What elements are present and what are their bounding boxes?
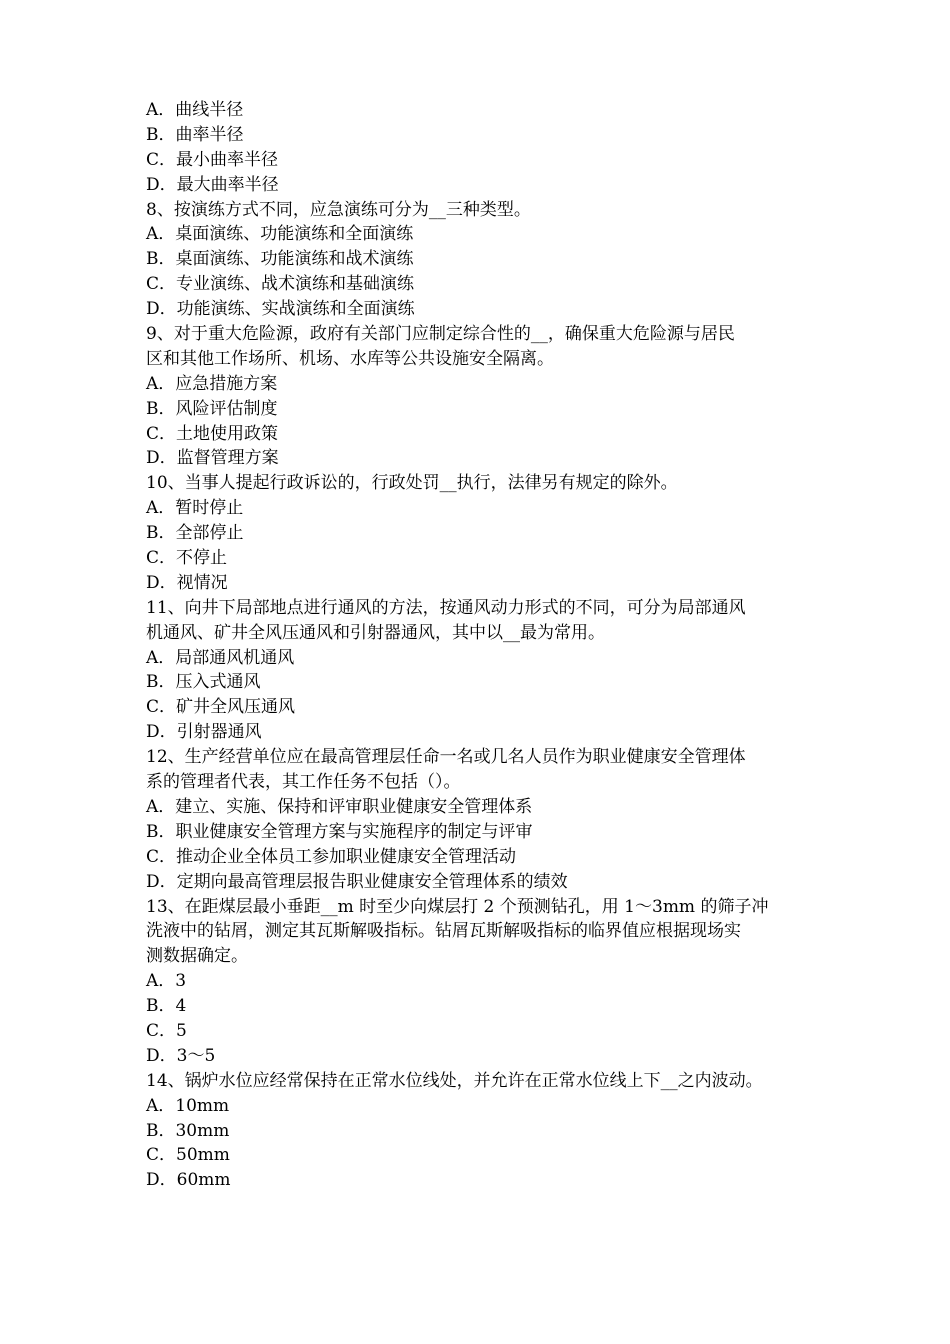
answer-option: A．桌面演练、功能演练和全面演练 [146,224,414,245]
answer-option: B．桌面演练、功能演练和战术演练 [146,249,414,270]
question-line: 10、当事人提起行政诉讼的，行政处罚__执行，法律另有规定的除外。 [146,473,678,494]
answer-option: D．监督管理方案 [146,448,279,469]
answer-option: D．视情况 [146,572,228,593]
answer-option: B．压入式通风 [146,672,261,693]
answer-option: C．50mm [146,1145,230,1166]
answer-option: B．30mm [146,1120,230,1141]
answer-option: B．4 [146,996,187,1017]
answer-option: C．土地使用政策 [146,423,279,444]
answer-option: B．职业健康安全管理方案与实施程序的制定与评审 [146,821,533,842]
answer-option: D．60mm [146,1170,231,1191]
answer-option: A．曲线半径 [146,100,244,120]
answer-option: D．最大曲率半径 [146,174,279,195]
question-line: 区和其他工作场所、机场、水库等公共设施安全隔离。 [146,348,554,369]
question-text [146,1069,816,1094]
question-text [146,745,816,795]
question-text [146,322,816,372]
question-line: 系的管理者代表，其工作任务不包括（）。 [146,772,461,793]
answer-option: D．定期向最高管理层报告职业健康安全管理体系的绩效 [146,871,568,892]
question-line: 14、锅炉水位应经常保持在正常水位线处，并允许在正常水位线上下__之内波动。 [146,1070,763,1091]
question-line: 12、生产经营单位应在最高管理层任命一名或几名人员作为职业健康安全管理体 [146,747,746,768]
question-text [146,198,816,223]
answer-option: C．矿井全风压通风 [146,697,296,718]
answer-option: D．引射器通风 [146,722,262,743]
answer-option: C．推动企业全体员工参加职业健康安全管理活动 [146,846,517,867]
answer-option: C．5 [146,1020,187,1041]
question-text [146,596,816,646]
answer-option: A．暂时停止 [146,498,244,519]
answer-option: D．3～5 [146,1045,216,1066]
answer-option: B．全部停止 [146,523,244,544]
question-line: 洗液中的钻屑，测定其瓦斯解吸指标。钻屑瓦斯解吸指标的临界值应根据现场实 [146,921,741,942]
answer-option: C．不停止 [146,548,228,569]
answer-option: A．建立、实施、保持和评审职业健康安全管理体系 [146,796,533,817]
question-text [146,895,816,970]
answer-option: C．最小曲率半径 [146,149,279,170]
question-line: 8、按演练方式不同，应急演练可分为__三种类型。 [146,199,531,220]
answer-option: A．10mm [146,1095,230,1116]
answer-option: B．曲率半径 [146,124,244,145]
answer-option: C．专业演练、战术演练和基础演练 [146,274,415,295]
document-page [146,98,816,1193]
question-line: 机通风、矿井全风压通风和引射器通风，其中以__最为常用。 [146,622,605,643]
answer-option: A．3 [146,971,187,992]
answer-option: A．局部通风机通风 [146,647,295,668]
question-text [146,471,816,496]
answer-option: B．风险评估制度 [146,398,278,419]
question-line: 11、向井下局部地点进行通风的方法，按通风动力形式的不同，可分为局部通风 [146,597,746,618]
answer-option: D．功能演练、实战演练和全面演练 [146,299,415,320]
question-line: 测数据确定。 [146,946,248,967]
question-line: 13、在距煤层最小垂距__m 时至少向煤层打 2 个预测钻孔，用 1～3mm 的筛子冲 [146,896,769,917]
question-line: 9、对于重大危险源，政府有关部门应制定综合性的__，确保重大危险源与居民 [146,324,735,345]
answer-option: A．应急措施方案 [146,373,278,394]
